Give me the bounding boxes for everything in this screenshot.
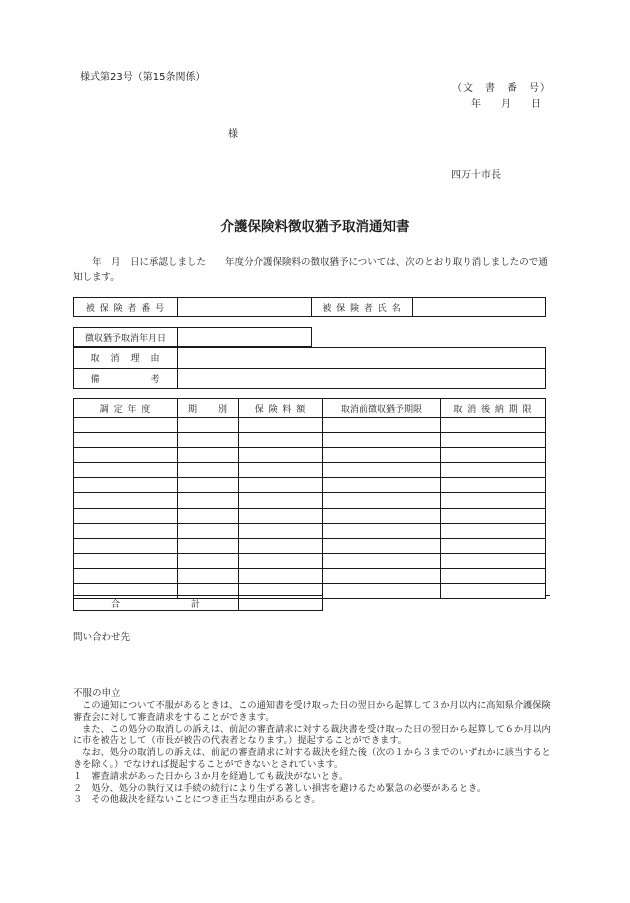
table-cell[interactable] [74, 448, 178, 463]
table-cell[interactable] [178, 538, 239, 553]
table-cell[interactable] [74, 463, 178, 478]
table-cell[interactable] [74, 493, 178, 508]
table-cell[interactable] [239, 493, 323, 508]
form-number: 様式第23号（第15条関係） [80, 72, 206, 83]
appeal-paragraph: この通知について不服があるときは、この通知書を受け取った日の翌日から起算して３か月以内に高知県介護保険審査会に対して審査請求をすることができます。 [73, 700, 551, 723]
table-row [74, 448, 546, 463]
addressee-suffix: 様 [228, 129, 238, 140]
table-row [74, 463, 546, 478]
table-cell[interactable] [441, 433, 546, 448]
table-row [74, 508, 546, 523]
table-cell[interactable] [441, 418, 546, 433]
table-cell[interactable] [323, 538, 441, 553]
col-header-premium-amount: 保 険 料 額 [239, 399, 323, 418]
cancel-date-label: 徴収猶予取消年月日 [74, 328, 178, 347]
table-cell[interactable] [178, 433, 239, 448]
table-cell[interactable] [441, 493, 546, 508]
table-row [74, 493, 546, 508]
table-cell[interactable] [74, 538, 178, 553]
table-cell[interactable] [441, 448, 546, 463]
table-cell[interactable] [178, 448, 239, 463]
table-cell[interactable] [74, 478, 178, 493]
cancel-reason-label: 取 消 理 由 [74, 348, 178, 369]
table-cell[interactable] [323, 553, 441, 568]
col-header-deadline-after: 取 消 後 納 期 限 [441, 399, 546, 418]
col-header-assessment-year: 調 定 年 度 [74, 399, 178, 418]
table-cell[interactable] [178, 493, 239, 508]
issue-date: 年 月 日 [471, 99, 541, 110]
table-row [74, 433, 546, 448]
table-cell[interactable] [239, 448, 323, 463]
intro-text: 年 月 日に承認しました 年度分介護保険料の徴収猶予については、次のとおり取り消しましたので通知します。 [73, 257, 548, 283]
table-cell[interactable] [441, 568, 546, 583]
table-row [74, 538, 546, 553]
cancel-date-table [73, 327, 312, 347]
total-row [73, 595, 323, 611]
appeal-item: ２ 処分、処分の執行又は手続の続行により生ずる著しい損害を避けるため緊急の必要があるとき。 [73, 782, 487, 794]
table-cell[interactable] [323, 478, 441, 493]
table-cell[interactable] [74, 433, 178, 448]
remarks-field[interactable] [178, 368, 546, 389]
table-cell[interactable] [323, 463, 441, 478]
table-cell[interactable] [441, 463, 546, 478]
table-cell[interactable] [239, 433, 323, 448]
table-cell[interactable] [178, 463, 239, 478]
table-cell[interactable] [239, 553, 323, 568]
table-cell[interactable] [239, 523, 323, 538]
total-label: 合 計 [74, 596, 239, 611]
table-cell[interactable] [239, 418, 323, 433]
table-cell[interactable] [74, 508, 178, 523]
col-header-deadline-before: 取消前徴収猶予期限 [323, 399, 441, 418]
cancel-reason-field[interactable] [178, 348, 546, 369]
appeal-paragraph: また、この処分の取消しの訴えは、前記の審査請求に対する裁決書を受け取った日の翌日から起算して６か月以内に市を被告として（市長が被告の代表者となります。）提起することができます。 [73, 723, 551, 747]
appeal-item: １ 審査請求があった日から３か月を経過しても裁決がないとき。 [73, 770, 349, 782]
table-cell[interactable] [323, 568, 441, 583]
table-cell[interactable] [239, 538, 323, 553]
table-cell[interactable] [239, 568, 323, 583]
insured-number-label: 被 保 険 者 番 号 [74, 298, 178, 317]
table-cell[interactable] [323, 508, 441, 523]
table-row [74, 523, 546, 538]
table-cell[interactable] [239, 463, 323, 478]
table-cell[interactable] [441, 553, 546, 568]
reason-remarks-table [73, 347, 546, 389]
appeal-text [73, 700, 553, 806]
table-cell[interactable] [239, 508, 323, 523]
table-cell[interactable] [441, 538, 546, 553]
issuer-name: 四万十市長 [451, 170, 501, 181]
table-cell[interactable] [323, 418, 441, 433]
table-cell[interactable] [323, 433, 441, 448]
document-title: 介護保険料徴収猶予取消通知書 [220, 219, 410, 235]
premium-detail-table [73, 398, 546, 599]
table-row [74, 478, 546, 493]
table-cell[interactable] [441, 523, 546, 538]
table-row [74, 418, 546, 433]
table-cell[interactable] [323, 448, 441, 463]
table-cell[interactable] [441, 478, 546, 493]
table-cell[interactable] [178, 568, 239, 583]
table-cell[interactable] [323, 493, 441, 508]
contact-label: 問い合わせ先 [73, 632, 131, 643]
col-header-period: 期 別 [178, 399, 239, 418]
insured-info-table [73, 297, 546, 317]
table-cell[interactable] [178, 523, 239, 538]
insured-number-field[interactable] [178, 298, 312, 317]
table-cell[interactable] [178, 553, 239, 568]
table-cell[interactable] [74, 553, 178, 568]
remarks-label: 備 考 [74, 368, 178, 389]
insured-name-field[interactable] [413, 298, 546, 317]
table-cell[interactable] [178, 508, 239, 523]
appeal-item: ３ その他裁決を経ないことにつき正当な理由があるとき。 [73, 794, 321, 806]
table-cell[interactable] [74, 418, 178, 433]
total-amount-field[interactable] [239, 596, 323, 611]
table-cell[interactable] [441, 508, 546, 523]
cancel-date-field[interactable] [178, 328, 312, 347]
document-number: （文 書 番 号） [452, 83, 551, 94]
table-cell[interactable] [74, 568, 178, 583]
table-cell[interactable] [239, 478, 323, 493]
table-cell[interactable] [323, 584, 441, 599]
appeal-heading: 不服の申立 [73, 688, 121, 699]
table-cell[interactable] [178, 418, 239, 433]
table-row [74, 553, 546, 568]
insured-name-label: 被 保 険 者 氏 名 [312, 298, 413, 317]
table-cell[interactable] [323, 523, 441, 538]
appeal-paragraph: なお、処分の取消しの訴えは、前記の審査請求に対する裁決を経た後（次の１から３までのいずれかに該当するときを除く。）でなければ提起することができないとされています。 [73, 747, 551, 770]
table-row [74, 568, 546, 583]
table-cell[interactable] [74, 523, 178, 538]
table-cell[interactable] [441, 584, 546, 599]
table-divider [546, 595, 550, 596]
table-cell[interactable] [178, 478, 239, 493]
